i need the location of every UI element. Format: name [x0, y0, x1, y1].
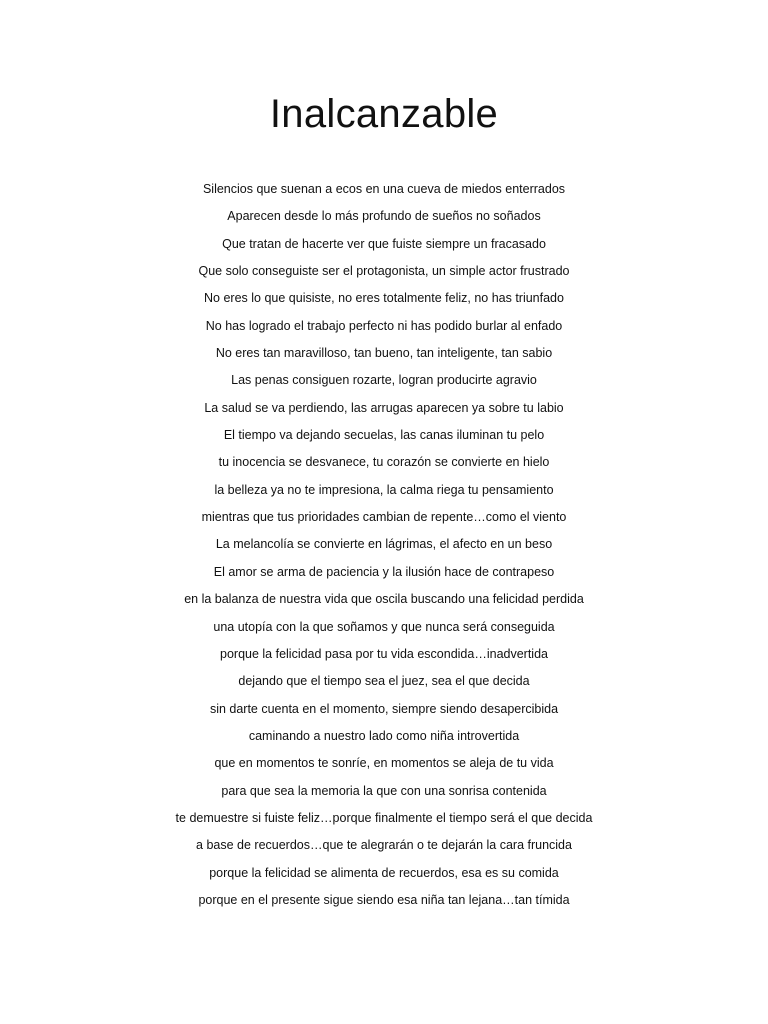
- poem-line: tu inocencia se desvanece, tu corazón se convierte en hielo: [218, 455, 550, 470]
- poem-line: para que sea la memoria la que con una sonrisa contenida: [221, 783, 547, 798]
- poem-line: El tiempo va dejando secuelas, las canas iluminan tu pelo: [223, 428, 545, 443]
- poem-line: te demuestre si fuiste feliz…porque finalmente el tiempo será el que decida: [175, 810, 593, 825]
- poem-line: No has logrado el trabajo perfecto ni has podido burlar al enfado: [205, 318, 563, 333]
- poem-line: Que solo conseguiste ser el protagonista, un simple actor frustrado: [198, 264, 570, 279]
- poem-line: sin darte cuenta en el momento, siempre siendo desapercibida: [209, 701, 559, 716]
- poem-line: Las penas consiguen rozarte, logran producirte agravio: [231, 373, 537, 388]
- poem-line: dejando que el tiempo sea el juez, sea el que decida: [238, 674, 530, 689]
- poem-line: a base de recuerdos…que te alegrarán o te dejarán la cara fruncida: [196, 838, 572, 853]
- poem-line: La melancolía se convierte en lágrimas, el afecto en un beso: [215, 537, 553, 552]
- poem-line: Silencios que suenan a ecos en una cueva de miedos enterrados: [202, 182, 566, 196]
- poem-line: que en momentos te sonríe, en momentos se aleja de tu vida: [214, 756, 554, 771]
- poem-line: No eres tan maravilloso, tan bueno, tan inteligente, tan sabio: [215, 346, 553, 361]
- poem-line: una utopía con la que soñamos y que nunca será conseguida: [213, 619, 555, 634]
- poem-line: Que tratan de hacerte ver que fuiste siempre un fracasado: [222, 236, 546, 251]
- poem-line: en la balanza de nuestra vida que oscila buscando una felicidad perdida: [184, 592, 584, 607]
- poem-line: No eres lo que quisiste, no eres totalmente feliz, no has triunfado: [204, 291, 564, 306]
- poem-line: porque la felicidad pasa por tu vida escondida…inadvertida: [220, 646, 548, 661]
- poem-line: caminando a nuestro lado como niña introvertida: [248, 728, 520, 743]
- poem-line: la belleza ya no te impresiona, la calma riega tu pensamiento: [214, 482, 554, 497]
- poem-line: porque la felicidad se alimenta de recuerdos, esa es su comida: [209, 865, 559, 880]
- poem-line: Aparecen desde lo más profundo de sueños no soñados: [227, 209, 541, 224]
- poem-line: porque en el presente sigue siendo esa niña tan lejana…tan tímida: [198, 892, 570, 907]
- poem-line: El amor se arma de paciencia y la ilusión hace de contrapeso: [213, 564, 555, 579]
- poem-body: [0, 176, 768, 914]
- poem-title: Inalcanzable: [269, 92, 499, 136]
- poem-line: mientras que tus prioridades cambian de repente…como el viento: [201, 510, 567, 525]
- poem-line: La salud se va perdiendo, las arrugas aparecen ya sobre tu labio: [204, 400, 564, 415]
